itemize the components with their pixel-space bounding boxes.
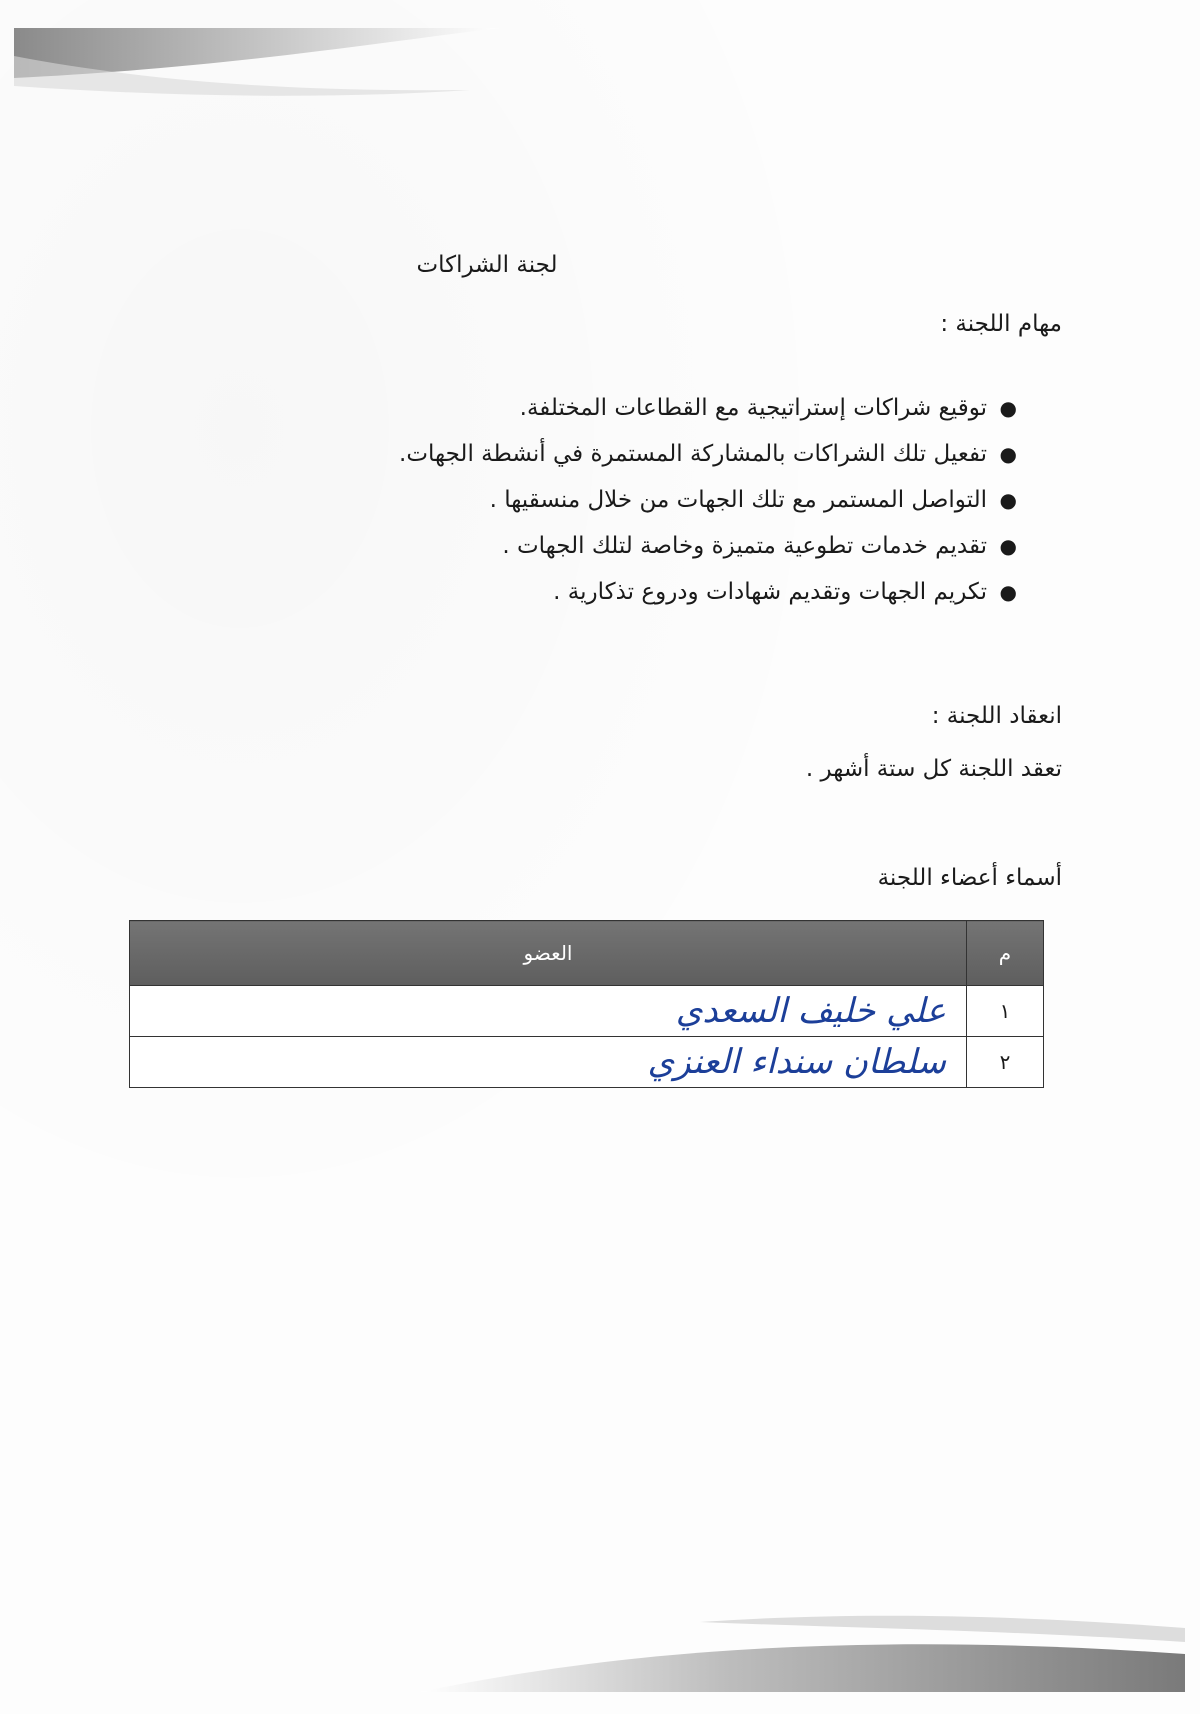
header-number: م — [967, 921, 1044, 986]
bullet-icon: ● — [999, 442, 1017, 466]
meeting-heading: انعقاد اللجنة : — [931, 703, 1062, 729]
bullet-icon: ● — [999, 396, 1017, 420]
list-item: ● توقيع شراكات إستراتيجية مع القطاعات المختلفة. — [399, 385, 987, 431]
members-heading: أسماء أعضاء اللجنة — [877, 865, 1062, 891]
list-item: ● تكريم الجهات وتقديم شهادات ودروع تذكارية . — [399, 569, 987, 615]
members-table — [129, 920, 1044, 1088]
list-item: ● التواصل المستمر مع تلك الجهات من خلال منسقيها . — [399, 477, 987, 523]
page-title: لجنة الشراكات — [416, 252, 558, 278]
top-decorative-band — [0, 0, 1200, 140]
member-name-cell — [130, 986, 967, 1037]
table-header-row — [130, 921, 1044, 986]
list-item: ● تقديم خدمات تطوعية متميزة وخاصة لتلك الجهات . — [399, 523, 987, 569]
table-row — [130, 1037, 1044, 1088]
handwritten-name: سلطان سنداء العنزي — [647, 1042, 946, 1082]
bottom-decorative-band — [0, 1564, 1200, 1714]
row-number: ٢ — [967, 1037, 1044, 1088]
bullet-icon: ● — [999, 534, 1017, 558]
bullet-icon: ● — [999, 580, 1017, 604]
meeting-text: تعقد اللجنة كل ستة أشهر . — [805, 756, 1062, 782]
handwritten-name: علي خليف السعدي — [675, 991, 946, 1031]
table-row — [130, 986, 1044, 1037]
tasks-list — [399, 385, 1017, 615]
member-name-cell — [130, 1037, 967, 1088]
row-number: ١ — [967, 986, 1044, 1037]
header-member: العضو — [130, 921, 967, 986]
bullet-icon: ● — [999, 488, 1017, 512]
tasks-heading: مهام اللجنة : — [940, 311, 1062, 337]
list-item: ● تفعيل تلك الشراكات بالمشاركة المستمرة في أنشطة الجهات. — [399, 431, 987, 477]
